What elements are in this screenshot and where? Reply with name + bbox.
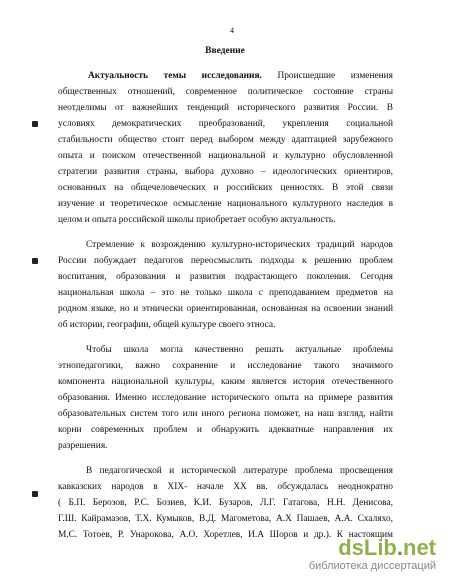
text-line-23: разрешения. — [58, 441, 108, 451]
text-line-27: Г.Ш. Кайрамазов, Т.Х. Кумыков, В.Д. Магометова, А.Х Пашаев, А.А. Схаляхо, — [58, 514, 393, 524]
scan-mark-top — [32, 121, 38, 127]
text-line-19: компонента национальной культуры, каким является история отечественного — [58, 377, 393, 387]
text-line-25: кавказских народов в XIX- начале XX вв. обсуждалась неоднократно — [58, 482, 393, 492]
text-line-14: национальная школа – это не только школа с преподаванием предметов на — [58, 288, 393, 298]
dslib-tagline: библиотека диссертаций — [308, 560, 436, 572]
text-line-4: условиях демократических преобразований, укрепления социальной — [58, 119, 393, 129]
text-line-10: целом и опыта российской школы приобретает особую актуальность. — [58, 215, 336, 225]
text-line-1: Актуальность темы исследования. Происшедшие изменения — [88, 71, 393, 81]
text-line-8: основанных на общечеловеческих и российских ценностях. В этой связи — [58, 183, 393, 193]
text-line-13: воспитания, образования и развития подрастающего поколения. Сегодня — [58, 272, 393, 282]
text-line-28: М.С. Тотоев, Р. Унарокова, А.О. Хоретлев, И.А Шоров и др.). К настоящим — [58, 530, 393, 540]
text-line-9: изучение и теоретическое осмысление национального культурного наследия в — [58, 199, 393, 209]
text-line-17: Чтобы школа могла качественно решать актуальные проблемы — [86, 345, 393, 355]
text-line-24: В педагогической и исторической литературе проблема просвещения — [86, 466, 393, 476]
text-line-6: опыта и поиском отечественной национальной и культурно обусловленной — [58, 151, 393, 161]
text-line-15: родном языке, но и этнически ориентированная, основанная на освоении знаний — [58, 304, 393, 314]
page-number: 4 — [230, 26, 234, 35]
text-line-20: образования. Именно исследование исторического опыта на примере развития — [58, 393, 393, 403]
text-line-12: России побуждает педагогов переосмыслить подходы к решению проблем — [58, 256, 393, 266]
text-line-18: этнопедагогики, важно сохранение и исследование такого значимого — [58, 361, 393, 371]
text-line-3: неотделимы от важнейших тенденций исторического развития России. В — [58, 103, 393, 113]
text-line-16: об истории, географии, общей культуре своего этноса. — [58, 320, 276, 330]
dslib-watermark — [309, 537, 436, 572]
scan-mark-bottom — [32, 491, 38, 497]
lead-phrase: Актуальность темы исследования. — [88, 71, 262, 81]
text-line-11: Стремление к возрождению культурно-исторических традиций народов — [86, 240, 393, 250]
text-line-21: образовательных систем того или иного региона поможет, на наш взгляд, найти — [58, 409, 393, 419]
text-line-2: общественных отношений, современное политическое состояние страны — [58, 87, 393, 97]
scan-mark-middle — [32, 258, 38, 264]
text-line-5: стабильности общество стоит перед выбором между адаптацией зарубежного — [58, 135, 393, 145]
text-line-7: стратегии развития страны, выбора духовно – идеологических ориентиров, — [58, 167, 393, 177]
section-heading: Введение — [205, 46, 245, 56]
text-line-26: ( Б.П. Берозов, Р.С. Бозиев, К.И. Бузаров, Л.Г. Гатагова, Н.Н. Денисова, — [58, 498, 393, 508]
text-line-22: корни современных проблем и обнаружить адекватные направления их — [58, 425, 393, 435]
dslib-logo: dsLib.net — [338, 535, 436, 560]
